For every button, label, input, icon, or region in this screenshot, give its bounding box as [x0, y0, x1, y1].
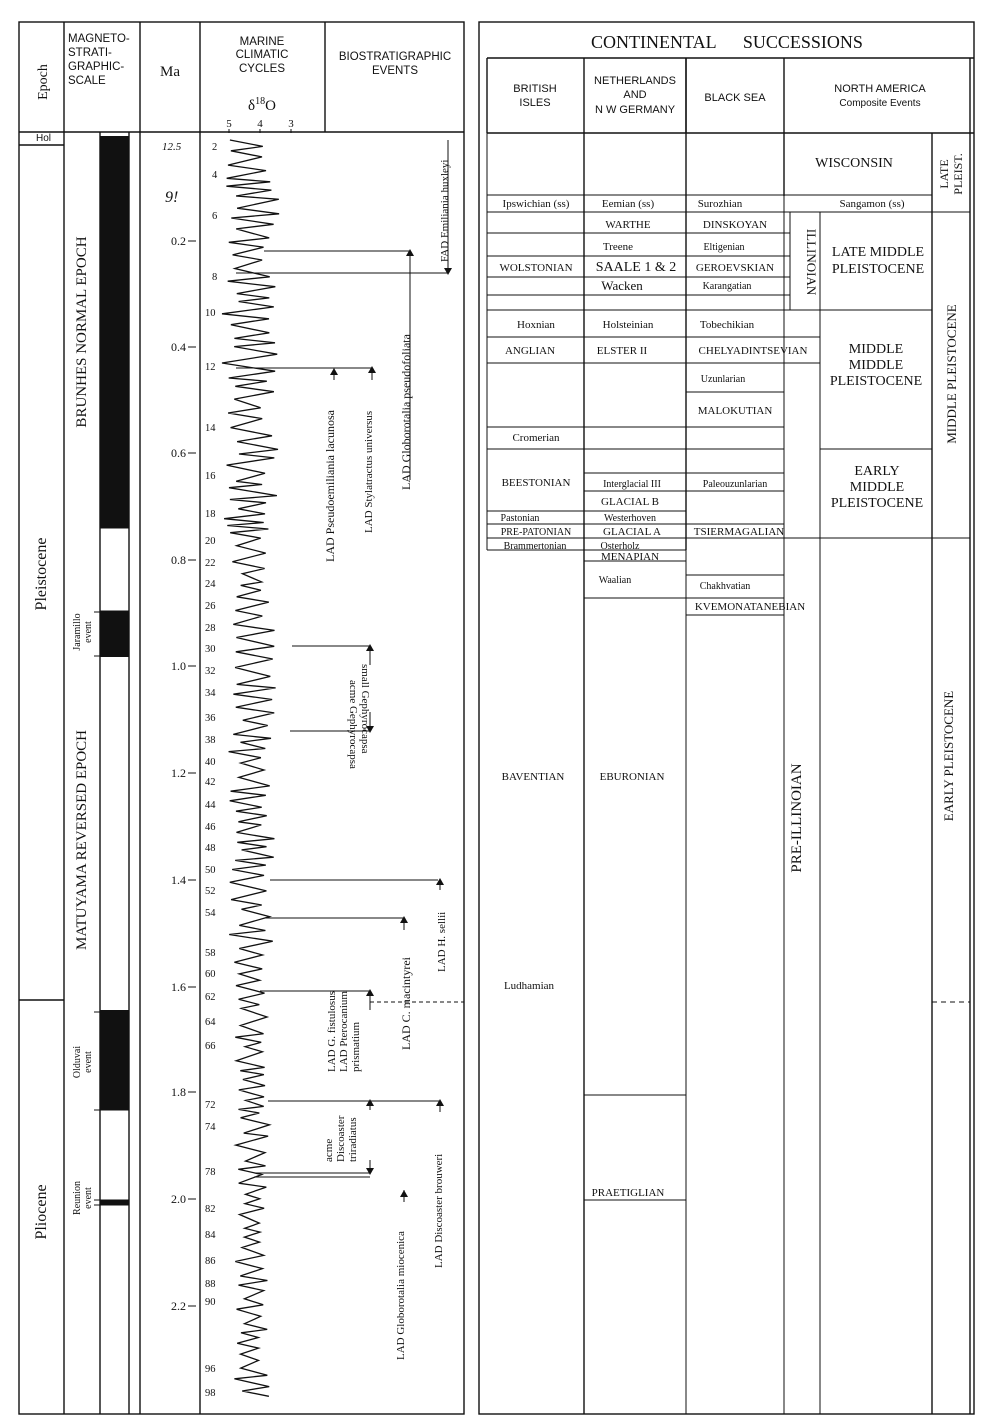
- svg-text:Waalian: Waalian: [598, 575, 632, 586]
- svg-text:Hoxnian: Hoxnian: [517, 319, 555, 331]
- svg-text:Composite Events: Composite Events: [839, 98, 921, 109]
- svg-text:EVENTS: EVENTS: [371, 65, 419, 77]
- svg-text:Westerhoven: Westerhoven: [604, 513, 656, 524]
- svg-text:BRITISH: BRITISH: [513, 83, 557, 95]
- svg-text:38: 38: [205, 735, 216, 746]
- svg-text:N W GERMANY: N W GERMANY: [594, 104, 676, 116]
- top-mark-1: 12.5: [162, 141, 182, 153]
- svg-text:18: 18: [205, 509, 216, 520]
- svg-text:small Gephyrocapsa: small Gephyrocapsa: [359, 664, 371, 754]
- svg-text:GLACIAL A: GLACIAL A: [603, 526, 661, 538]
- svg-text:MIDDLE: MIDDLE: [848, 342, 904, 357]
- svg-text:MARINE: MARINE: [239, 36, 285, 48]
- svg-text:2.2: 2.2: [171, 1299, 186, 1313]
- svg-text:1.6: 1.6: [171, 980, 186, 994]
- magneto-header: [68, 33, 130, 87]
- svg-text:3: 3: [288, 118, 294, 130]
- svg-text:BEESTONIAN: BEESTONIAN: [501, 477, 571, 489]
- svg-text:8: 8: [212, 272, 218, 283]
- svg-text:42: 42: [205, 777, 216, 788]
- svg-text:NETHERLANDS: NETHERLANDS: [594, 75, 676, 87]
- continental-title: CONTINENTAL SUCCESSIONS: [591, 32, 863, 52]
- ma-axis: [171, 234, 186, 1313]
- svg-text:0.4: 0.4: [171, 340, 186, 354]
- svg-text:Jaramillo: Jaramillo: [72, 613, 83, 651]
- svg-text:24: 24: [205, 579, 216, 590]
- brunhes-label: BRUNHES NORMAL EPOCH: [74, 236, 90, 428]
- svg-text:Brammertonian: Brammertonian: [503, 541, 567, 552]
- svg-text:88: 88: [205, 1279, 216, 1290]
- svg-text:PLEISTOCENE: PLEISTOCENE: [830, 496, 924, 511]
- svg-text:82: 82: [205, 1204, 216, 1215]
- isotope-curve: [222, 140, 279, 1396]
- svg-text:Chakhvatian: Chakhvatian: [699, 581, 751, 592]
- polarity-column: [100, 136, 129, 1205]
- bio-event-labels: [323, 160, 451, 1360]
- svg-text:KVEMONATANEBIAN: KVEMONATANEBIAN: [694, 601, 806, 613]
- svg-text:66: 66: [205, 1041, 216, 1052]
- svg-text:DINSKOYAN: DINSKOYAN: [702, 219, 768, 231]
- svg-text:Osterholz: Osterholz: [600, 541, 640, 552]
- svg-text:12: 12: [205, 362, 216, 373]
- reunion-label: [72, 1181, 94, 1215]
- svg-text:TSIERMAGALIAN: TSIERMAGALIAN: [693, 526, 785, 538]
- svg-text:48: 48: [205, 843, 216, 854]
- stage-numbers: [205, 142, 218, 1399]
- svg-text:4: 4: [257, 118, 263, 130]
- svg-text:Tobechikian: Tobechikian: [699, 319, 755, 331]
- svg-text:LATE MIDDLE: LATE MIDDLE: [831, 245, 925, 260]
- svg-text:LAD Globorotalia pseudofoliata: LAD Globorotalia pseudofoliata: [399, 334, 413, 490]
- svg-text:MIDDLE PLEISTOCENE: MIDDLE PLEISTOCENE: [944, 304, 959, 444]
- north-america-units: [789, 156, 924, 873]
- svg-text:52: 52: [205, 886, 216, 897]
- svg-text:44: 44: [205, 800, 216, 811]
- olduvai-label: [72, 1046, 94, 1078]
- svg-text:Interglacial III: Interglacial III: [603, 479, 661, 490]
- svg-text:0.6: 0.6: [171, 446, 186, 460]
- svg-text:Cromerian: Cromerian: [512, 432, 560, 444]
- svg-text:0.2: 0.2: [171, 234, 186, 248]
- svg-text:58: 58: [205, 948, 216, 959]
- svg-text:1.8: 1.8: [171, 1085, 186, 1099]
- svg-text:acme: acme: [323, 1138, 335, 1162]
- biostrat-header: [339, 51, 451, 77]
- svg-text:Karangatian: Karangatian: [702, 281, 752, 292]
- svg-text:LAD Pterocanium: LAD Pterocanium: [338, 991, 350, 1072]
- svg-text:LAD H. sellii: LAD H. sellii: [436, 911, 448, 972]
- svg-text:acme Gephyrocapsa: acme Gephyrocapsa: [347, 680, 359, 769]
- svg-text:event: event: [83, 621, 94, 643]
- svg-text:Uzunlarian: Uzunlarian: [700, 374, 746, 385]
- svg-text:30: 30: [205, 644, 216, 655]
- svg-text:NORTH AMERICA: NORTH AMERICA: [834, 83, 926, 95]
- svg-text:LAD Stylatractus universus: LAD Stylatractus universus: [363, 410, 375, 533]
- svg-text:1.2: 1.2: [171, 766, 186, 780]
- svg-text:SCALE: SCALE: [68, 75, 106, 87]
- pliocene-label: Pliocene: [33, 1184, 50, 1240]
- svg-text:64: 64: [205, 1017, 216, 1028]
- svg-text:Wacken: Wacken: [601, 278, 643, 293]
- svg-text:40: 40: [205, 757, 216, 768]
- svg-text:98: 98: [205, 1388, 216, 1399]
- svg-text:LAD Pseudoemiliania lacunosa: LAD Pseudoemiliania lacunosa: [323, 410, 337, 562]
- svg-text:Olduvai: Olduvai: [72, 1045, 83, 1079]
- svg-text:6: 6: [212, 211, 218, 222]
- top-mark-2: 9!: [165, 189, 179, 206]
- svg-text:CYCLES: CYCLES: [238, 63, 286, 75]
- svg-text:FAD Emiliania huxleyi: FAD Emiliania huxleyi: [439, 159, 451, 262]
- svg-text:MALOKUTIAN: MALOKUTIAN: [697, 405, 773, 417]
- svg-text:event: event: [83, 1187, 94, 1209]
- svg-text:20: 20: [205, 536, 216, 547]
- svg-text:AND: AND: [623, 89, 647, 101]
- svg-text:Ipswichian (ss): Ipswichian (ss): [502, 198, 570, 210]
- svg-text:BIOSTRATIGRAPHIC: BIOSTRATIGRAPHIC: [338, 51, 452, 63]
- svg-text:28: 28: [205, 623, 216, 634]
- svg-text:14: 14: [205, 423, 216, 434]
- svg-text:84: 84: [205, 1230, 216, 1241]
- svg-text:MENAPIAN: MENAPIAN: [600, 551, 660, 563]
- marine-header: [236, 36, 289, 75]
- svg-text:16: 16: [205, 471, 216, 482]
- right-epoch-labels: [937, 153, 965, 821]
- svg-text:Pastonian: Pastonian: [500, 513, 540, 524]
- svg-text:GEROEVSKIAN: GEROEVSKIAN: [695, 262, 775, 274]
- svg-text:LAD Discoaster brouweri: LAD Discoaster brouweri: [433, 1153, 445, 1268]
- svg-text:PRE-ILLINOIAN: PRE-ILLINOIAN: [789, 763, 805, 873]
- svg-text:BAVENTIAN: BAVENTIAN: [501, 771, 565, 783]
- svg-text:Sangamon (ss): Sangamon (ss): [839, 198, 905, 210]
- svg-text:50: 50: [205, 865, 216, 876]
- svg-text:LAD Globorotalia miocenica: LAD Globorotalia miocenica: [395, 1231, 407, 1360]
- svg-text:WARTHE: WARTHE: [605, 219, 651, 231]
- svg-text:36: 36: [205, 713, 216, 724]
- svg-text:26: 26: [205, 601, 216, 612]
- svg-text:STRATI-: STRATI-: [68, 47, 112, 59]
- svg-text:74: 74: [205, 1122, 216, 1133]
- svg-text:90: 90: [205, 1297, 216, 1308]
- british-isles-units: [499, 198, 572, 992]
- svg-text:ISLES: ISLES: [519, 97, 551, 109]
- svg-text:ELSTER II: ELSTER II: [596, 345, 648, 357]
- svg-text:72: 72: [205, 1100, 216, 1111]
- svg-text:ILLINOIAN: ILLINOIAN: [804, 228, 819, 296]
- svg-text:Surozhian: Surozhian: [697, 198, 743, 210]
- svg-text:PRE-PATONIAN: PRE-PATONIAN: [500, 527, 572, 538]
- delta-18o-label: $\delta^{18}O$: [248, 96, 276, 114]
- pleistocene-label: Pleistocene: [33, 537, 50, 611]
- column-headers: [513, 75, 926, 116]
- svg-text:PLEISTOCENE: PLEISTOCENE: [829, 374, 923, 389]
- svg-text:34: 34: [205, 688, 216, 699]
- svg-text:Eemian (ss): Eemian (ss): [601, 198, 655, 210]
- svg-text:LATE: LATE: [937, 159, 951, 189]
- svg-text:MIDDLE: MIDDLE: [849, 480, 905, 495]
- svg-text:2.0: 2.0: [171, 1192, 186, 1206]
- svg-text:EBURONIAN: EBURONIAN: [599, 771, 665, 783]
- svg-text:Paleouzunlarian: Paleouzunlarian: [702, 479, 768, 490]
- svg-text:GRAPHIC-: GRAPHIC-: [68, 61, 125, 73]
- ma-header: Ma: [160, 64, 180, 80]
- svg-text:LAD C. macintyrei: LAD C. macintyrei: [399, 957, 413, 1050]
- svg-text:60: 60: [205, 969, 216, 980]
- svg-text:PLEISTOCENE: PLEISTOCENE: [831, 262, 925, 277]
- epoch-header: Epoch: [36, 64, 51, 100]
- svg-text:ANGLIAN: ANGLIAN: [504, 345, 556, 357]
- svg-text:Discoaster: Discoaster: [335, 1115, 347, 1162]
- svg-text:GLACIAL B: GLACIAL B: [601, 496, 659, 508]
- svg-text:Ludhamian: Ludhamian: [503, 980, 555, 992]
- svg-text:86: 86: [205, 1256, 216, 1267]
- svg-text:22: 22: [205, 558, 216, 569]
- svg-text:SAALE 1 & 2: SAALE 1 & 2: [595, 260, 677, 275]
- delta-ticks: [226, 118, 294, 130]
- svg-text:5: 5: [226, 118, 232, 130]
- svg-text:1.4: 1.4: [171, 873, 186, 887]
- netherlands-units: [592, 198, 677, 1199]
- svg-text:2: 2: [212, 142, 218, 153]
- svg-text:0.8: 0.8: [171, 553, 186, 567]
- svg-text:EARLY: EARLY: [854, 464, 900, 479]
- svg-text:78: 78: [205, 1167, 216, 1178]
- svg-text:Holsteinian: Holsteinian: [602, 319, 654, 331]
- svg-text:triradiatus: triradiatus: [347, 1117, 359, 1162]
- svg-text:46: 46: [205, 822, 216, 833]
- svg-text:Treene: Treene: [602, 241, 634, 253]
- svg-text:Eltigenian: Eltigenian: [703, 242, 745, 253]
- svg-text:Reunion: Reunion: [72, 1181, 83, 1215]
- svg-text:EARLY PLEISTOCENE: EARLY PLEISTOCENE: [941, 690, 956, 822]
- svg-text:96: 96: [205, 1364, 216, 1375]
- holocene-label: Hol: [36, 133, 52, 144]
- svg-text:prismatium: prismatium: [350, 1021, 362, 1072]
- matuyama-label: MATUYAMA REVERSED EPOCH: [74, 729, 90, 951]
- svg-text:event: event: [83, 1051, 94, 1073]
- svg-text:BLACK SEA: BLACK SEA: [704, 92, 766, 104]
- svg-text:10: 10: [205, 308, 216, 319]
- svg-text:WISCONSIN: WISCONSIN: [815, 156, 893, 171]
- svg-text:MAGNETO-: MAGNETO-: [68, 33, 130, 45]
- svg-text:62: 62: [205, 992, 216, 1003]
- svg-text:PLEIST.: PLEIST.: [951, 153, 965, 195]
- svg-text:CHELYADINTSEVIAN: CHELYADINTSEVIAN: [698, 345, 808, 357]
- svg-text:MIDDLE: MIDDLE: [848, 358, 904, 373]
- svg-text:LAD G. fistulosus: LAD G. fistulosus: [326, 991, 338, 1072]
- svg-text:1.0: 1.0: [171, 659, 186, 673]
- svg-text:CLIMATIC: CLIMATIC: [235, 49, 289, 61]
- jaramillo-label: [72, 613, 94, 650]
- svg-text:54: 54: [205, 908, 216, 919]
- svg-text:4: 4: [212, 170, 218, 181]
- svg-text:WOLSTONIAN: WOLSTONIAN: [499, 262, 573, 274]
- svg-text:32: 32: [205, 666, 216, 677]
- svg-text:PRAETIGLIAN: PRAETIGLIAN: [591, 1187, 665, 1199]
